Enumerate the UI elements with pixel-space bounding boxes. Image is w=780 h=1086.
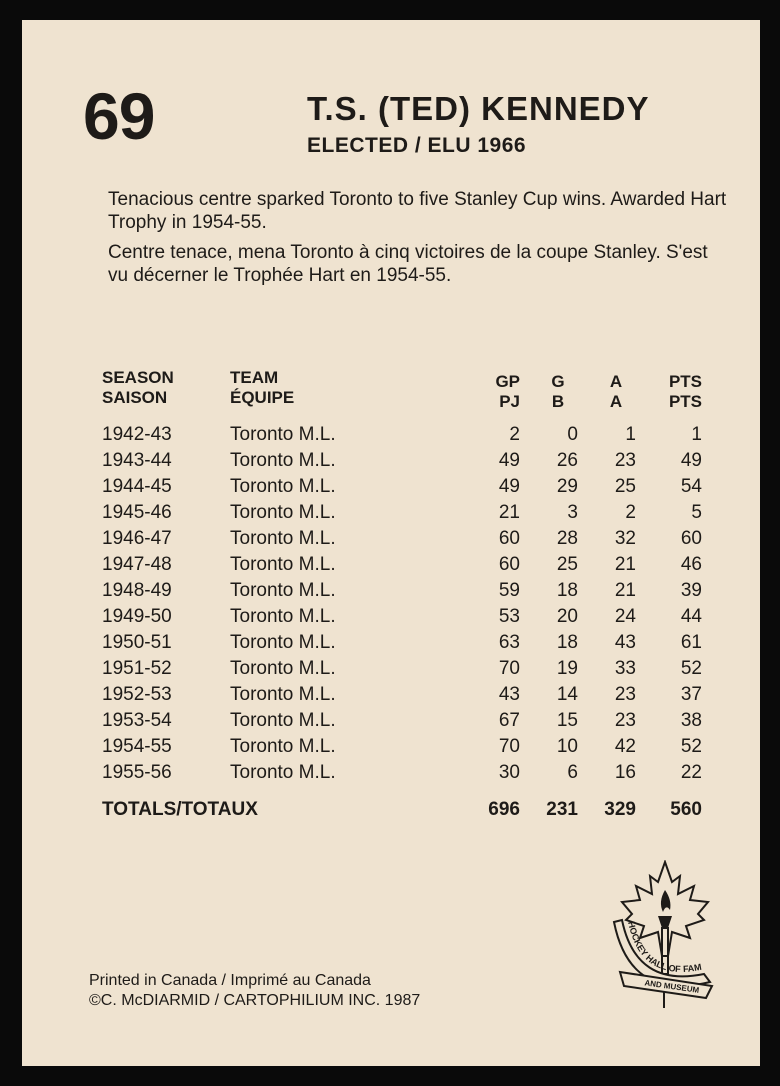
g-cell: 14 [556, 684, 578, 705]
gp-cell: 49 [498, 476, 520, 497]
table-row [102, 528, 722, 554]
season-cell: 1952-53 [102, 684, 172, 705]
team-cell: Toronto M.L. [230, 528, 336, 549]
g-cell: 28 [556, 528, 578, 549]
a-cell: 16 [614, 762, 636, 783]
elected-year: ELECTED / ELU 1966 [307, 134, 527, 157]
header-g-fr: B [551, 392, 565, 411]
table-row [102, 632, 722, 658]
season-cell: 1948-49 [102, 580, 172, 601]
header-gp-fr: PJ [499, 392, 520, 411]
team-cell: Toronto M.L. [230, 736, 336, 757]
g-cell: 15 [556, 710, 578, 731]
table-row [102, 762, 722, 788]
team-cell: Toronto M.L. [230, 502, 336, 523]
team-cell: Toronto M.L. [230, 684, 336, 705]
a-cell: 25 [614, 476, 636, 497]
hall-of-fame-icon [600, 860, 730, 1010]
a-cell: 33 [614, 658, 636, 679]
header-pts-en: PTS [668, 372, 702, 391]
gp-cell: 30 [498, 762, 520, 783]
header-gp-en: GP [495, 372, 520, 391]
gp-cell: 53 [498, 606, 520, 627]
season-cell: 1955-56 [102, 762, 172, 783]
team-cell: Toronto M.L. [230, 658, 336, 679]
logo-banner-text: AND MUSEUM [643, 978, 700, 995]
team-cell: Toronto M.L. [230, 710, 336, 731]
g-cell: 29 [556, 476, 578, 497]
team-cell: Toronto M.L. [230, 424, 336, 445]
header-pts [642, 372, 702, 412]
team-cell: Toronto M.L. [230, 580, 336, 601]
pts-cell: 49 [680, 450, 702, 471]
header-a-fr: A [609, 392, 623, 411]
team-cell: Toronto M.L. [230, 606, 336, 627]
gp-cell: 2 [509, 424, 520, 445]
totals-pts: 560 [670, 799, 702, 820]
season-cell: 1946-47 [102, 528, 172, 549]
a-cell: 43 [614, 632, 636, 653]
pts-cell: 1 [691, 424, 702, 445]
season-cell: 1953-54 [102, 710, 172, 731]
table-row [102, 684, 722, 710]
header-g-en: G [551, 372, 565, 391]
table-row [102, 658, 722, 684]
table-row [102, 424, 722, 450]
pts-cell: 61 [680, 632, 702, 653]
a-cell: 1 [625, 424, 636, 445]
team-cell: Toronto M.L. [230, 762, 336, 783]
totals-label: TOTALS/TOTAUX [102, 799, 258, 820]
pts-cell: 38 [680, 710, 702, 731]
g-cell: 18 [556, 580, 578, 601]
header-g [538, 372, 578, 412]
a-cell: 2 [625, 502, 636, 523]
header-season [102, 368, 174, 408]
pts-cell: 22 [680, 762, 702, 783]
a-cell: 21 [614, 580, 636, 601]
hockey-hall-of-fame-logo [600, 860, 730, 1010]
g-cell: 26 [556, 450, 578, 471]
a-cell: 24 [614, 606, 636, 627]
gp-cell: 60 [498, 528, 520, 549]
season-cell: 1942-43 [102, 424, 172, 445]
table-row [102, 580, 722, 606]
gp-cell: 43 [498, 684, 520, 705]
a-cell: 23 [614, 450, 636, 471]
g-cell: 3 [567, 502, 578, 523]
gp-cell: 59 [498, 580, 520, 601]
table-row [102, 450, 722, 476]
table-row [102, 606, 722, 632]
gp-cell: 63 [498, 632, 520, 653]
header-season-fr: SAISON [102, 388, 168, 407]
season-cell: 1947-48 [102, 554, 172, 575]
gp-cell: 60 [498, 554, 520, 575]
g-cell: 25 [556, 554, 578, 575]
table-row [102, 502, 722, 528]
g-cell: 10 [556, 736, 578, 757]
player-name: T.S. (TED) KENNEDY [307, 90, 650, 127]
table-row [102, 476, 722, 502]
totals-g: 231 [546, 799, 578, 820]
gp-cell: 21 [498, 502, 520, 523]
gp-cell: 67 [498, 710, 520, 731]
printed-in: Printed in Canada / Imprimé au Canada [89, 972, 371, 989]
g-cell: 6 [567, 762, 578, 783]
totals-a: 329 [604, 799, 636, 820]
pts-cell: 46 [680, 554, 702, 575]
bio-french: Centre tenace, mena Toronto à cinq victoires de la coupe Stanley. S'est vu décerner le Trophée Hart en 1954-55. [108, 242, 708, 286]
pts-cell: 54 [680, 476, 702, 497]
a-cell: 32 [614, 528, 636, 549]
header-season-en: SEASON [102, 368, 174, 387]
bio-english: Tenacious centre sparked Toronto to five Stanley Cup wins. Awarded Hart Trophy in 1954-55. [108, 189, 727, 233]
season-cell: 1949-50 [102, 606, 172, 627]
totals-gp: 696 [488, 799, 520, 820]
season-cell: 1954-55 [102, 736, 172, 757]
pts-cell: 52 [680, 736, 702, 757]
a-cell: 21 [614, 554, 636, 575]
g-cell: 0 [567, 424, 578, 445]
season-cell: 1950-51 [102, 632, 172, 653]
g-cell: 18 [556, 632, 578, 653]
pts-cell: 37 [680, 684, 702, 705]
gp-cell: 70 [498, 658, 520, 679]
season-cell: 1945-46 [102, 502, 172, 523]
header-a-en: A [609, 372, 623, 391]
gp-cell: 70 [498, 736, 520, 757]
a-cell: 23 [614, 684, 636, 705]
pts-cell: 39 [680, 580, 702, 601]
header-pts-fr: PTS [668, 392, 702, 411]
card-number: 69 [83, 79, 155, 153]
header-gp [462, 372, 520, 412]
totals-row [102, 799, 722, 825]
table-row [102, 736, 722, 762]
season-cell: 1951-52 [102, 658, 172, 679]
table-row [102, 710, 722, 736]
pts-cell: 52 [680, 658, 702, 679]
table-row [102, 554, 722, 580]
team-cell: Toronto M.L. [230, 450, 336, 471]
pts-cell: 60 [680, 528, 702, 549]
a-cell: 23 [614, 710, 636, 731]
season-cell: 1944-45 [102, 476, 172, 497]
header-a [596, 372, 636, 412]
team-cell: Toronto M.L. [230, 632, 336, 653]
header-team-fr: ÉQUIPE [230, 388, 295, 407]
pts-cell: 5 [691, 502, 702, 523]
g-cell: 19 [556, 658, 578, 679]
pts-cell: 44 [680, 606, 702, 627]
copyright: ©C. McDIARMID / CARTOPHILIUM INC. 1987 [89, 992, 421, 1009]
header-team [230, 368, 294, 408]
card-back [22, 20, 760, 1066]
team-cell: Toronto M.L. [230, 476, 336, 497]
team-cell: Toronto M.L. [230, 554, 336, 575]
g-cell: 20 [556, 606, 578, 627]
season-cell: 1943-44 [102, 450, 172, 471]
logo-arc-text: HOCKEY HALL OF FAM [626, 920, 703, 975]
gp-cell: 49 [498, 450, 520, 471]
a-cell: 42 [614, 736, 636, 757]
header-team-en: TEAM [230, 368, 279, 387]
